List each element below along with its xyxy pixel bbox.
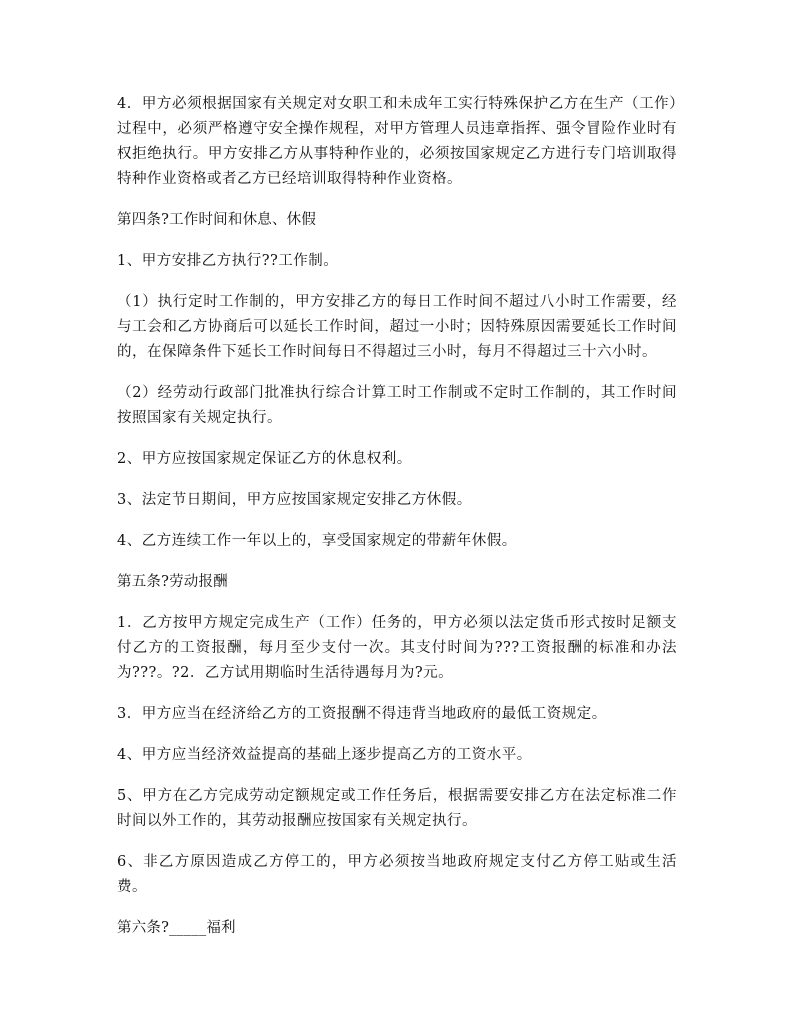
holiday-item-3: 3、法定节日期间，甲方应按国家规定安排乙方休假。 bbox=[117, 492, 472, 508]
remuneration-item-6: 6、非乙方原因造成乙方停工的，甲方必须按当地政府规定支付乙方停工贴或生活费。 bbox=[117, 854, 677, 895]
work-hours-item-1: 1、甲方安排乙方执行??工作制。 bbox=[117, 253, 339, 269]
remuneration-item-1: 1．乙方按甲方规定完成生产（工作）任务的，甲方必须以法定货币形式按时足额支付乙方的工资报酬，每月至少支付一次。其支付时间为???工资报酬的标准和办法为???。?2．乙方试用期临时生活待遇每月为?元。 bbox=[117, 615, 677, 681]
work-hours-subitem-2: （2）经劳动行政部门批准执行综合计算工时工作制或不定时工作制的，其工作时间按照国家有关规定执行。 bbox=[117, 385, 677, 426]
article-5-heading: 第五条?劳动报酬 bbox=[117, 574, 228, 590]
article-6-heading: 第六条?_____福利 bbox=[117, 920, 236, 936]
article-4-heading: 第四条?工作时间和休息、休假 bbox=[117, 212, 317, 228]
remuneration-item-5: 5、甲方在乙方完成劳动定额规定或工作任务后，根据需要安排乙方在法定标准二作时间以外工作的，其劳动报酬应按国家有关规定执行。 bbox=[117, 788, 677, 829]
work-hours-subitem-1: （1）执行定时工作制的，甲方安排乙方的每日工作时间不超过八小时工作需要，经与工会和乙方协商后可以延长工作时间，超过一小时；因特殊原因需要延长工作时间的，在保障条件下延长工作时间每日不得超过三小时，每月不得超过三十六小时。 bbox=[117, 294, 677, 360]
document-page bbox=[117, 92, 677, 957]
remuneration-item-4: 4、甲方应当经济效益提高的基础上逐步提高乙方的工资水平。 bbox=[117, 747, 532, 763]
clause-4-special-protection: 4．甲方必须根据国家有关规定对女职工和未成年工实行特殊保护乙方在生产（工作）过程中，必须严格遵守安全操作规程，对甲方管理人员违章指挥、强令冒险作业时有权拒绝执行。甲方安排乙方从事特种作业的，必须按国家规定乙方进行专门培训取得特种作业资格或者乙方已经培训取得特种作业资格。 bbox=[117, 96, 677, 187]
remuneration-item-3: 3．甲方应当在经济给乙方的工资报酬不得违背当地政府的最低工资规定。 bbox=[117, 706, 607, 722]
rest-item-2: 2、甲方应按国家规定保证乙方的休息权利。 bbox=[117, 451, 412, 467]
annual-leave-item-4: 4、乙方连续工作一年以上的，享受国家规定的带薪年休假。 bbox=[117, 533, 517, 549]
